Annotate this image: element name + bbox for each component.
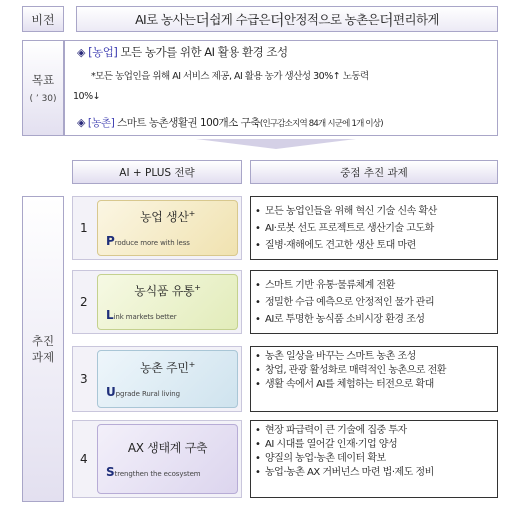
bullet-icon: • bbox=[255, 297, 261, 308]
goal-detail: *모든 농업인을 위해 AI 서비스 제공, AI 활용 농가 생산성 30%↑ 노동력 bbox=[91, 71, 369, 82]
down-arrow-shape bbox=[196, 139, 356, 149]
task-item-text: 양질의 농업·농촌 데이터 확보 bbox=[265, 453, 386, 464]
task-item bbox=[255, 424, 493, 438]
strategy-english-text: trengthen the ecosystem bbox=[114, 470, 201, 478]
goal-farming-text: 모든 농가를 위한 AI 활용 환경 조성 bbox=[120, 45, 288, 59]
vision-text-part: AI로 농사는 bbox=[135, 12, 196, 27]
strategy-english bbox=[106, 308, 237, 322]
task-item bbox=[255, 237, 493, 254]
strategy-number: 4 bbox=[80, 452, 88, 466]
task-item-text: 정밀한 수급 예측으로 안정적인 물가 관리 bbox=[265, 297, 435, 308]
goal-tag-rural: [농촌] bbox=[87, 117, 115, 129]
task-item bbox=[255, 294, 493, 311]
vision-emphasis: 더 bbox=[379, 10, 393, 29]
bullet-icon: • bbox=[255, 379, 261, 390]
task-group-1 bbox=[250, 196, 498, 260]
strategy-card bbox=[97, 350, 238, 408]
goal-detail-cont: 10%↓ bbox=[73, 91, 101, 102]
vision-label-text: 비전 bbox=[31, 12, 55, 27]
strategy-card bbox=[97, 200, 238, 256]
tasks-label bbox=[22, 196, 64, 502]
task-item bbox=[255, 311, 493, 328]
vision-emphasis: 더 bbox=[270, 10, 284, 29]
strategy-card bbox=[97, 274, 238, 330]
strategy-english-text: roduce more with less bbox=[114, 239, 190, 247]
strategy-initial: L bbox=[106, 308, 114, 322]
task-item-text: 질병·재해에도 견고한 생산 토대 마련 bbox=[265, 240, 416, 251]
strategy-title bbox=[106, 208, 237, 225]
strategy-initial: P bbox=[106, 234, 115, 248]
strategy-title-text: 농식품 유통 bbox=[134, 284, 195, 298]
strategy-card bbox=[97, 424, 238, 494]
strategy-title bbox=[106, 282, 237, 299]
bullet-icon: • bbox=[255, 240, 261, 251]
strategy-number: 2 bbox=[80, 295, 88, 309]
strategy-header-text: AI + PLUS 전략 bbox=[119, 166, 195, 179]
bullet-icon: • bbox=[255, 314, 261, 325]
strategy-number: 1 bbox=[80, 221, 88, 235]
strategy-2 bbox=[72, 270, 242, 334]
diamond-bullet-icon: ◈ bbox=[77, 116, 85, 129]
goal-label-text: 목표 bbox=[31, 73, 55, 87]
strategy-english-text: pgrade Rural living bbox=[115, 390, 180, 398]
tasks-header bbox=[250, 160, 498, 184]
task-item-text: 농업·농촌 AX 거버넌스 마련 법·제도 정비 bbox=[265, 467, 434, 478]
goal-rural-note: (인구감소지역 84개 시군에 1개 이상) bbox=[259, 119, 383, 129]
bullet-icon: • bbox=[255, 439, 261, 450]
goal-rural bbox=[77, 115, 383, 130]
bullet-icon: • bbox=[255, 365, 261, 376]
task-item bbox=[255, 277, 493, 294]
task-item-text: 생활 속에서 AI를 체험하는 터전으로 확대 bbox=[265, 379, 434, 390]
goal-rural-text: 스마트 농촌생활권 100개소 구축 bbox=[117, 117, 260, 129]
task-item bbox=[255, 220, 493, 237]
task-item-text: 모든 농업인들을 위해 혁신 기술 신속 확산 bbox=[265, 206, 437, 217]
task-item-text: AI·로봇 선도 프로젝트로 생산기술 고도화 bbox=[265, 223, 434, 234]
vision-text-part: 편리하게 bbox=[393, 12, 439, 27]
bullet-icon: • bbox=[255, 223, 261, 234]
strategy-header bbox=[72, 160, 242, 184]
plus-mark: + bbox=[194, 283, 201, 292]
strategy-title-text: 농촌 주민 bbox=[139, 361, 189, 375]
task-item bbox=[255, 452, 493, 466]
bullet-icon: • bbox=[255, 453, 261, 464]
strategy-title-text: AX 생태계 구축 bbox=[127, 441, 208, 455]
task-group-4 bbox=[250, 420, 498, 498]
task-item bbox=[255, 350, 493, 364]
strategy-title-text: 농업 생산 bbox=[139, 210, 189, 224]
strategy-initial: U bbox=[106, 385, 116, 399]
tasks-label-line: 과제 bbox=[31, 350, 55, 364]
task-item-text: AI로 투명한 농식품 소비시장 환경 조성 bbox=[265, 314, 425, 325]
bullet-icon: • bbox=[255, 467, 261, 478]
task-item-text: 창업, 관광 활성화로 매력적인 농촌으로 전환 bbox=[265, 365, 446, 376]
goal-year: ( ’ 30) bbox=[29, 94, 57, 104]
vision-emphasis: 더 bbox=[195, 10, 210, 29]
vision-text-part: 쉽게 수급은 bbox=[209, 12, 271, 27]
strategy-4 bbox=[72, 420, 242, 498]
diamond-bullet-icon: ◈ bbox=[77, 46, 85, 59]
task-item-text: AI 시대를 열어갈 인재·기업 양성 bbox=[265, 439, 398, 450]
strategy-english-text: ink markets better bbox=[113, 313, 177, 321]
strategy-3 bbox=[72, 346, 242, 412]
task-item-text: 농촌 일상을 바꾸는 스마트 농촌 조성 bbox=[265, 351, 416, 362]
bullet-icon: • bbox=[255, 280, 261, 291]
goal-box bbox=[64, 40, 498, 136]
bullet-icon: • bbox=[255, 351, 261, 362]
strategy-english bbox=[106, 234, 237, 248]
bullet-icon: • bbox=[255, 206, 261, 217]
goal-label bbox=[22, 40, 64, 136]
task-item bbox=[255, 378, 493, 392]
plus-mark: + bbox=[188, 209, 196, 218]
task-group-3 bbox=[250, 346, 498, 412]
strategy-english bbox=[106, 385, 237, 399]
strategy-title bbox=[106, 359, 237, 376]
vision-text-part: 안정적으로 농촌은 bbox=[283, 12, 380, 27]
strategy-1 bbox=[72, 196, 242, 260]
strategy-initial: S bbox=[106, 465, 115, 479]
tasks-label-line: 추진 bbox=[31, 334, 55, 348]
task-item-text: 스마트 기반 유통·물류체계 전환 bbox=[265, 280, 395, 291]
goal-tag-farming: [농업] bbox=[88, 45, 118, 59]
task-item bbox=[255, 364, 493, 378]
plus-mark: + bbox=[188, 360, 196, 369]
goal-farming bbox=[77, 44, 288, 60]
strategy-english bbox=[106, 465, 237, 479]
strategy-title bbox=[106, 439, 237, 456]
task-item bbox=[255, 438, 493, 452]
vision-label bbox=[22, 6, 64, 32]
task-item bbox=[255, 466, 493, 480]
task-item-text: 현장 파급력이 큰 기술에 집중 투자 bbox=[265, 425, 407, 436]
task-group-2 bbox=[250, 270, 498, 334]
task-item bbox=[255, 203, 493, 220]
tasks-header-text: 중점 추진 과제 bbox=[340, 166, 408, 179]
vision-statement bbox=[76, 6, 498, 32]
bullet-icon: • bbox=[255, 425, 261, 436]
strategy-number: 3 bbox=[80, 372, 88, 386]
